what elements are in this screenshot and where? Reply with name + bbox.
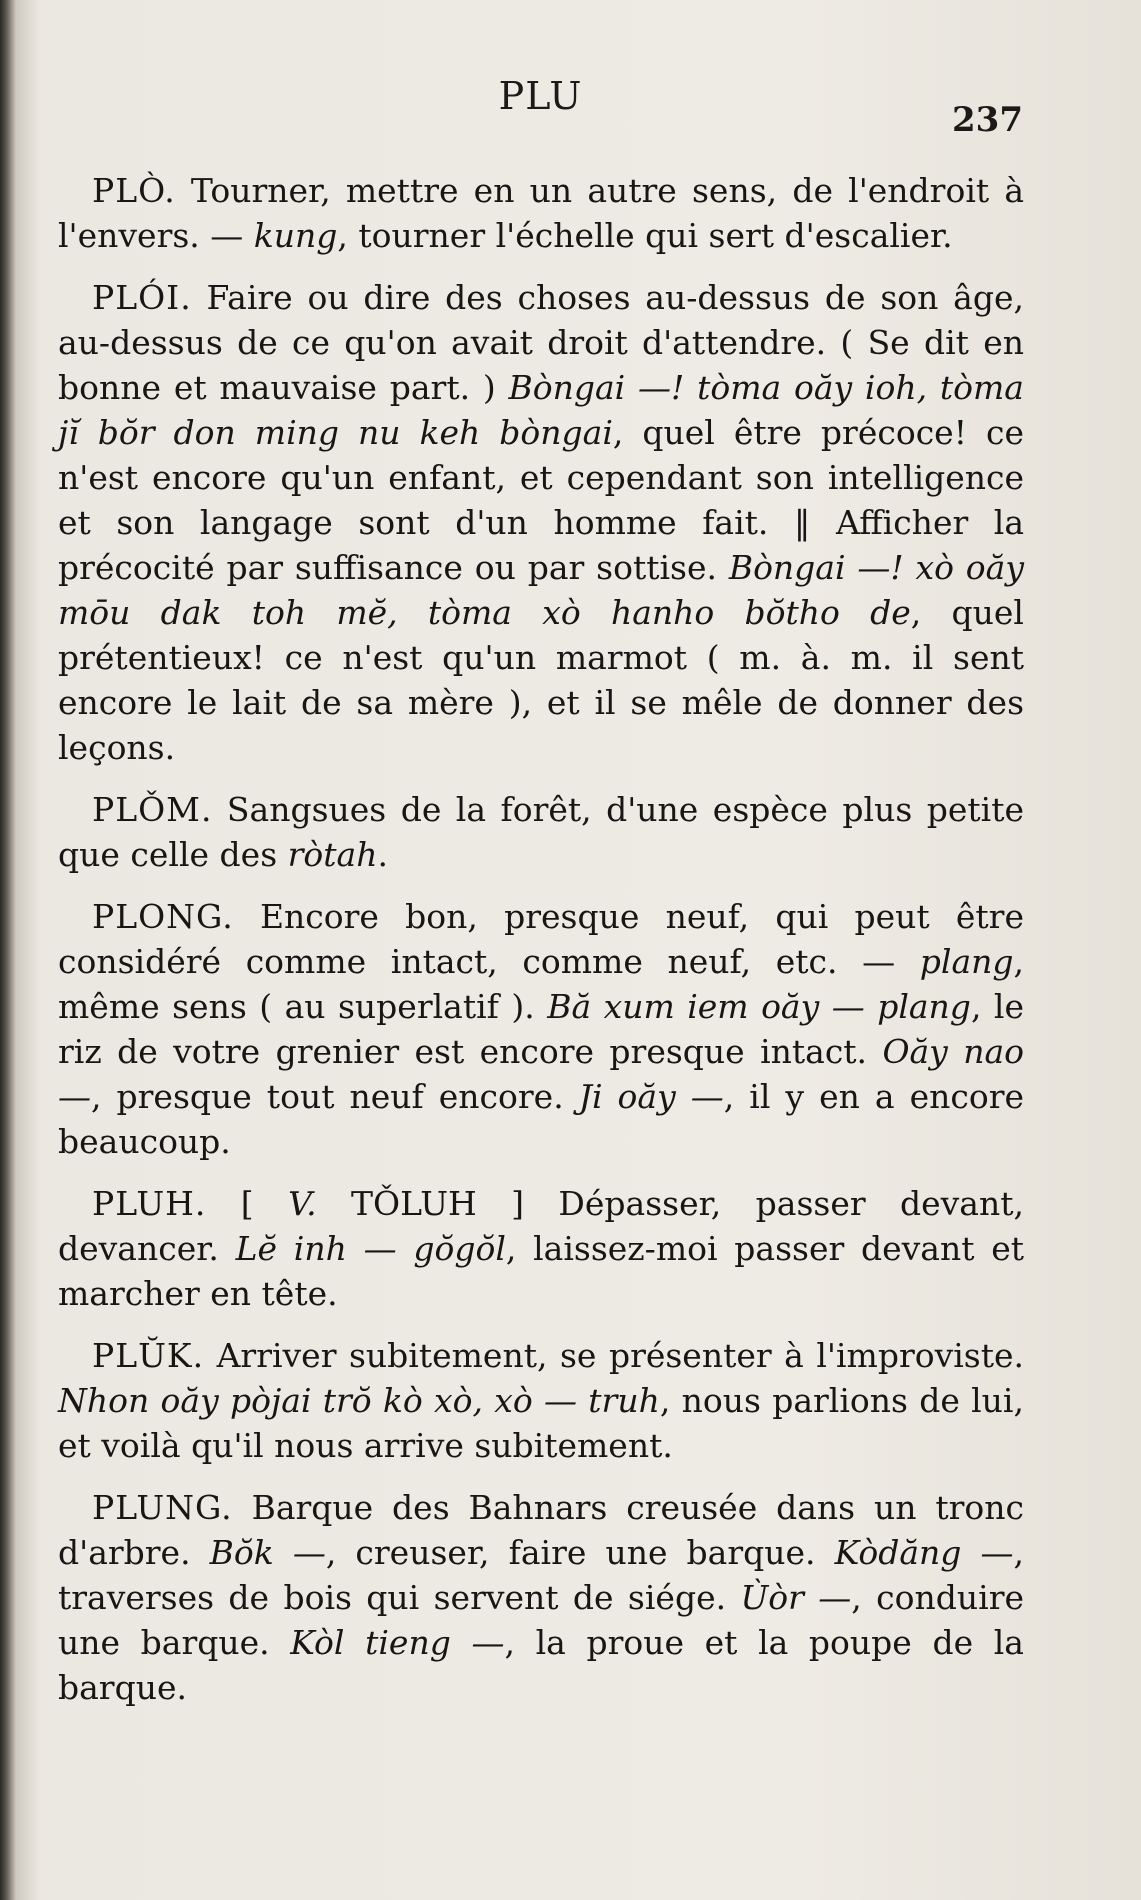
definition-text: Arriver subitement, se présenter à l'improviste. xyxy=(204,1336,1024,1375)
headword: PLÒ. xyxy=(92,171,176,210)
definition-text: Encore bon, presque neuf, qui peut être considéré comme intact, comme neuf, etc. — xyxy=(58,897,1024,981)
definition-text: . xyxy=(377,835,388,874)
headword: PLONG. xyxy=(92,897,234,936)
headword: PLUNG. xyxy=(92,1488,233,1527)
definition-text: , conduire une barque. xyxy=(58,1578,1024,1662)
bahnar-example: Ji oăy — xyxy=(578,1077,724,1116)
bahnar-example: Ùòr — xyxy=(740,1578,852,1617)
definition-text: , tourner l'échelle qui sert d'escalier. xyxy=(337,216,953,255)
bahnar-example: ròtah xyxy=(287,835,378,874)
bahnar-example: Kòdăng — xyxy=(834,1533,1014,1572)
bahnar-example: V. xyxy=(288,1184,317,1223)
definition-text: , traverses de bois qui servent de siége. xyxy=(58,1533,1024,1617)
definition-text: , même sens ( au superlatif ). xyxy=(58,942,1024,1026)
definition-text: , la proue et la poupe de la barque. xyxy=(58,1623,1024,1707)
bahnar-example: Bŏk — xyxy=(209,1533,326,1572)
running-head: PLU xyxy=(498,74,583,118)
definition-text: , quel être précoce! ce n'est encore qu'un enfant, et cependant son intelligence et son langage sont d'un homme fait. ‖ Afficher la précocité par suffisance ou par sottise. xyxy=(58,413,1024,587)
headword: PLUH. xyxy=(92,1184,207,1223)
definition-text: , nous parlions de lui, et voilà qu'il nous arrive subitement. xyxy=(58,1381,1024,1465)
bahnar-example: Bòngai —! xò oăy mōu dak toh mĕ, tòma xò hanho bŏtho de xyxy=(58,548,1024,632)
definition-text: Sangsues de la forêt, d'une espèce plus petite que celle des xyxy=(58,790,1024,874)
page-number: 237 xyxy=(952,100,1023,140)
entries-column xyxy=(58,168,1024,1727)
definition-text: , le riz de votre grenier est encore presque intact. xyxy=(58,987,1024,1071)
entry-plom xyxy=(58,787,1024,877)
definition-text: Barque des Bahnars creusée dans un tronc d'arbre. xyxy=(58,1488,1024,1572)
definition-text: , il y en a encore beaucoup. xyxy=(58,1077,1025,1161)
entry-plo xyxy=(58,168,1024,258)
entry-pluh xyxy=(58,1181,1024,1316)
bahnar-example: Oăy nao — xyxy=(58,1032,1024,1116)
headword: PLŬK. xyxy=(92,1336,205,1375)
headword: PLÓI. xyxy=(92,278,192,317)
definition-text: [ xyxy=(206,1184,289,1223)
definition-text: Tourner, mettre en un autre sens, de l'endroit à l'envers. — xyxy=(58,171,1024,255)
headword: PLǑM. xyxy=(92,790,213,829)
bahnar-example: Lĕ inh — gŏgŏl xyxy=(235,1229,506,1268)
bahnar-example: Bă xum iem oăy — plang xyxy=(547,987,971,1026)
bahnar-example: plang xyxy=(919,942,1014,981)
bahnar-example: kung xyxy=(253,216,338,255)
definition-text: , creuser, faire une barque. xyxy=(325,1533,835,1572)
definition-text: Faire ou dire des choses au-dessus de son âge, au-dessus de ce qu'on avait droit d'attendre. ( Se dit en bonne et mauvaise part. ) xyxy=(58,278,1024,407)
bahnar-example: Kòl tieng — xyxy=(290,1623,505,1662)
entry-pluk xyxy=(58,1333,1024,1468)
bahnar-example: Nhon oăy pòjai trŏ kò xò, xò — truh xyxy=(58,1381,660,1420)
definition-text: , laissez-moi passer devant et marcher en tête. xyxy=(58,1229,1025,1313)
bahnar-example: Bòngai —! tòma oăy ioh, tòma jĭ bŏr don ming nu keh bòngai xyxy=(58,368,1024,452)
entry-ploi xyxy=(58,275,1024,770)
entry-plung xyxy=(58,1485,1024,1710)
entry-plong xyxy=(58,894,1024,1164)
definition-text: , quel prétentieux! ce n'est qu'un marmot ( m. à. m. il sent encore le lait de sa mère ), et il se mêle de donner des leçons. xyxy=(58,593,1024,767)
definition-text: TǑLUH ] Dépasser, passer devant, devancer. xyxy=(58,1184,1024,1268)
definition-text: , presque tout neuf encore. xyxy=(91,1077,579,1116)
